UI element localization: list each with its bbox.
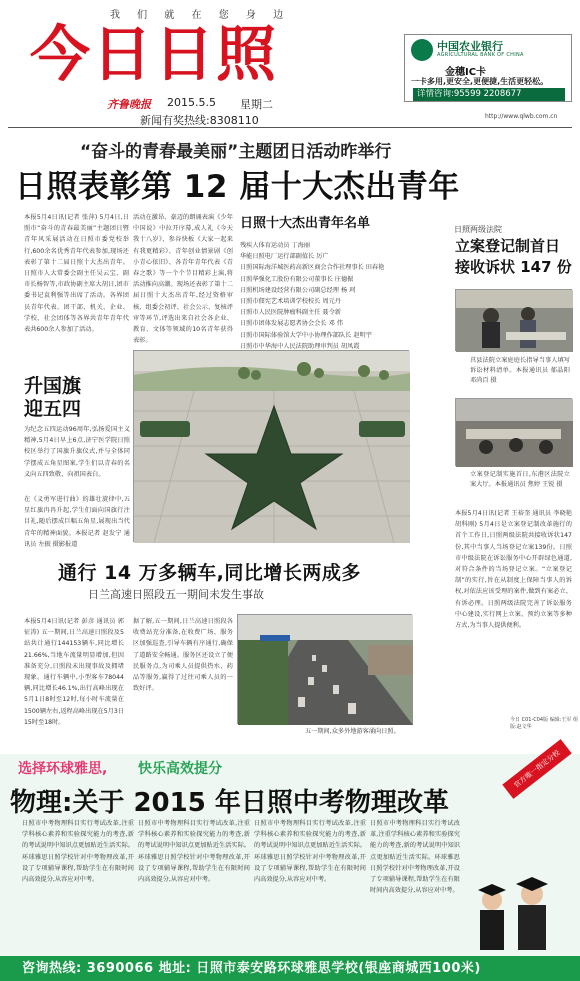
masthead-title: 今日日照 — [30, 20, 278, 90]
list-item: 日照市人民医院肿瘤科副主任 聂令新 — [240, 309, 341, 317]
star-formation-image — [134, 351, 410, 543]
court-image-2 — [456, 399, 573, 467]
ad-footer: 咨询热线: 3690066 地址: 日照市泰安路环球雅思学校(银座商城西100米) — [0, 956, 580, 981]
list-item: 残疾人体育运动员 丁海丽 — [240, 242, 311, 249]
traffic-body-col1: 本报5月4日讯(记者 彭彦 通讯员 郭征涛) 五一期间,日兰高速日照段及5站共计通行144153辆车,同比增长21.66%,当地车流量明显增加,但因准备充分,日照段未出现事故及拥堵现象。通行车辆中,小型客车78044辆,同比增长46.1%,出行高峰出现在5月1日8时至12时,每小时车流量在1500辆左右,返程高峰出现在5月3日15时至18时。 — [24, 618, 124, 726]
graduate-icon — [462, 860, 572, 954]
bank-card-name: 金穗IC卡 — [445, 67, 487, 78]
traffic-subhead: 日兰高速日照段五一期间未发生事故 — [88, 588, 264, 601]
court-photo-1 — [455, 289, 572, 351]
lead-body-col1: 本报5月4日讯(记者 张萍) 5月4日,日照市“奋斗的青春最美丽”主题团日暨青年风采展活动在日照市委党校举行,600余名优秀青年代表参加,现场还表彰了第十二届日照十大杰出青年。日照市人大常委会副主任吴云宝、副市长杨智等,市政协副主席大胡日,团市委书记袁利强等出席了活动。各界团员青年代表、团干部、机关、企业、学校、社会团体等各界共青年青年代表共600余人参加了活动。 — [24, 214, 129, 334]
court-body: 本报5月4日讯(记者 王裕奎 通讯员 李晓艳 胡科刚) 5月4日是立案登记制改革施行的首个工作日,日照两级法院共接收诉状147份,其中当事人当场登记立案139份。日照市中级法院在诉讼服务中心开辟绿色通道,对符合条件的当场登记立案。“立案登记制”的实行,旨在从制度上保障当事人的诉权,对依法应该受理的案件,做到有案必立、有诉必理。日照两级法院完善了诉讼服务中心建设,实行网上立案、预约立案等多种方式,为当事人提供便利。 — [455, 510, 572, 630]
court-caption-1: 莒县法院立案庭庭长指导当事人填写诉讼材料清单。本报通讯员 郁晶阳 邓尚百 摄 — [470, 357, 570, 384]
bank-name: 中国农业银行 — [437, 40, 503, 53]
ad-body-col3: 日照市中考物理科目实行考试改革,注重学科核心素养和实验探究能力的考查,新的考试说明中知识点更加贴近生活实际。环球雅思日照学校针对中考物理改革,开设了专项辅导课程,帮助学生在有限时间内高效提分,从容应对中考。 — [254, 820, 366, 884]
flag-headline-line1: 升国旗 — [24, 375, 82, 397]
flag-body: 为纪念五四运动96周年,弘扬爱国主义精神,5月4日早上6点,济宁医学院日照校区举行了国旗升旗仪式,并与全体同学摆成五角星图案,学生们以青春的名义向五四致敬、向祖国表白。 — [24, 426, 130, 478]
flag-credit: 在《义勇军进行曲》的雄壮旋律中,五星红旗冉冉升起,学生们面向国旗行注目礼,随后摆成巨幅五角星,展现出当代青年的精神面貌。本报记者 赵发宁 通讯员 左振 摄影报道 — [24, 496, 130, 548]
court-category: 日照两级法院 — [454, 225, 502, 234]
winners-list-title: 日照十大杰出青年名单 — [240, 216, 371, 231]
flag-headline-line2: 迎五四 — [24, 398, 82, 420]
bank-logo-icon — [411, 39, 433, 61]
highway-photo — [237, 614, 412, 724]
ad-stamp: 官方唯一指定分校 — [502, 739, 571, 799]
ad-body-col1: 日照市中考物理科目实行考试改革,注重学科核心素养和实验探究能力的考查,新的考试说明中知识点更加贴近生活实际。环球雅思日照学校针对中考物理改革,开设了专项辅导课程,帮助学生在有限时间内高效提分,从容应对中考。 — [22, 820, 134, 884]
highway-image — [238, 615, 413, 725]
ad-body-col2: 日照市中考物理科目实行考试改革,注重学科核心素养和实验探究能力的考查,新的考试说明中知识点更加贴近生活实际。环球雅思日照学校针对中考物理改革,开设了专项辅导课程,帮助学生在有限时间内高效提分,从容应对中考。 — [138, 820, 250, 884]
list-item: 日照国际海洋城医药高新区商会合作社理事长 田春艳 — [240, 264, 385, 272]
issue-weekday: 星期二 — [240, 98, 273, 111]
masthead-divider — [8, 127, 572, 128]
court-photo-2 — [455, 398, 572, 466]
list-item: 日照市中华海中人民法院助理审判员 胡凤霞 — [240, 342, 360, 350]
star-formation-photo — [133, 350, 409, 542]
bank-advert[interactable] — [404, 34, 572, 102]
traffic-body-col2: 据了解,五一期间,日兰高速日照段各收费站充分准备,在收费广场、服务区加强巡查,引导车辆有序通行,确保了道路安全畅通。服务区还设立了便民服务点,为司乘人员提供热水、药品等服务,赢得了过往司乘人员的一致好评。 — [133, 618, 233, 693]
masthead-tagline: 我 们 就 在 您 身 边 — [110, 10, 291, 21]
bank-phone: 详情咨询:95599 2208677 — [413, 88, 565, 101]
list-item: 日照市团体发展志愿者协会会长 邓 伟 — [240, 320, 343, 328]
graduates-illustration — [462, 860, 572, 954]
traffic-headline: 通行 14 万多辆车,同比增长两成多 — [58, 562, 361, 584]
lead-body-col2: 活动在激昂、豪迈的朗诵表演《少年中国说》中拉开序幕,成人礼《今天我十八岁》、参谷快板《大家一起来 有我更精彩》、青年创业情景剧《创小青心依旧》、各青年青年代表《青春之歌》等一个个节目精彩上演,将活动推向高潮。现场还表彰了第十二届日照十大杰出青年,经过资格审核、组委会初评、社会公示、复核评审等环节,评选出来自社会各企业、教育、文体等领域的10名青年获得表彰。 — [133, 214, 233, 345]
list-item: 日照华强化工股份有限公司董事长 庄德振 — [240, 275, 354, 283]
list-item: 华能日照电厂运行部副值长 厉广 — [240, 253, 329, 261]
court-headline-line2: 接收诉状 147 份 — [455, 258, 572, 276]
bank-english-name: AGRICULTURAL BANK OF CHINA — [437, 52, 524, 58]
list-item: 日照市佃宪艺术培训学校校长 周元丹 — [240, 298, 341, 306]
list-item: 日照市国际体验馆大学中小协理作部队长 赵明宇 — [240, 331, 372, 339]
masthead-subbrand: 齐鲁晚报 — [107, 98, 151, 111]
court-headline — [455, 236, 572, 278]
court-headline-line1: 立案登记制首日 — [455, 237, 561, 255]
flag-headline — [24, 375, 81, 421]
lead-headline: 日照表彰第 12 届十大杰出青年 — [15, 169, 460, 205]
ad-headline: 物理:关于 2015 年日照中考物理改革 — [10, 788, 449, 818]
news-hotline: 新闻有奖热线:8308110 — [140, 114, 259, 127]
highway-caption: 五一期间,众多外地游客涌向日照。 — [305, 728, 400, 735]
editor-credit: 今日 C01-C04版 编辑:王军 组版:赵文华 — [510, 717, 578, 730]
bank-slogan: 一卡多用,更安全,更便捷,生活更轻松。 — [411, 77, 549, 86]
court-image-1 — [456, 290, 573, 352]
list-item: 日照机场建设经营有限公司副总经理 杨 珂 — [240, 286, 356, 294]
lead-kicker: “奋斗的青春最美丽”主题团日活动昨举行 — [80, 142, 392, 162]
website-url[interactable]: http://www.qlwb.com.cn — [485, 113, 558, 120]
winners-list — [240, 240, 410, 363]
ad-body-col4: 日照市中考物理科目实行考试改革,注重学科核心素养和实验探究能力的考查,新的考试说明中知识点更加贴近生活实际。环球雅思日照学校针对中考物理改革,开设了专项辅导课程,帮助学生在有限时间内高效提分,从容应对中考。 — [370, 820, 460, 895]
court-caption-2: 立案登记制实施首日,东港区法院立案大厅。本报通讯员 焦婷 王锐 摄 — [470, 471, 570, 488]
ad-slogan-2: 快乐高效提分 — [138, 761, 222, 777]
issue-date: 2015.5.5 — [167, 96, 216, 109]
ad-slogan-1: 选择环球雅思, — [18, 761, 108, 777]
